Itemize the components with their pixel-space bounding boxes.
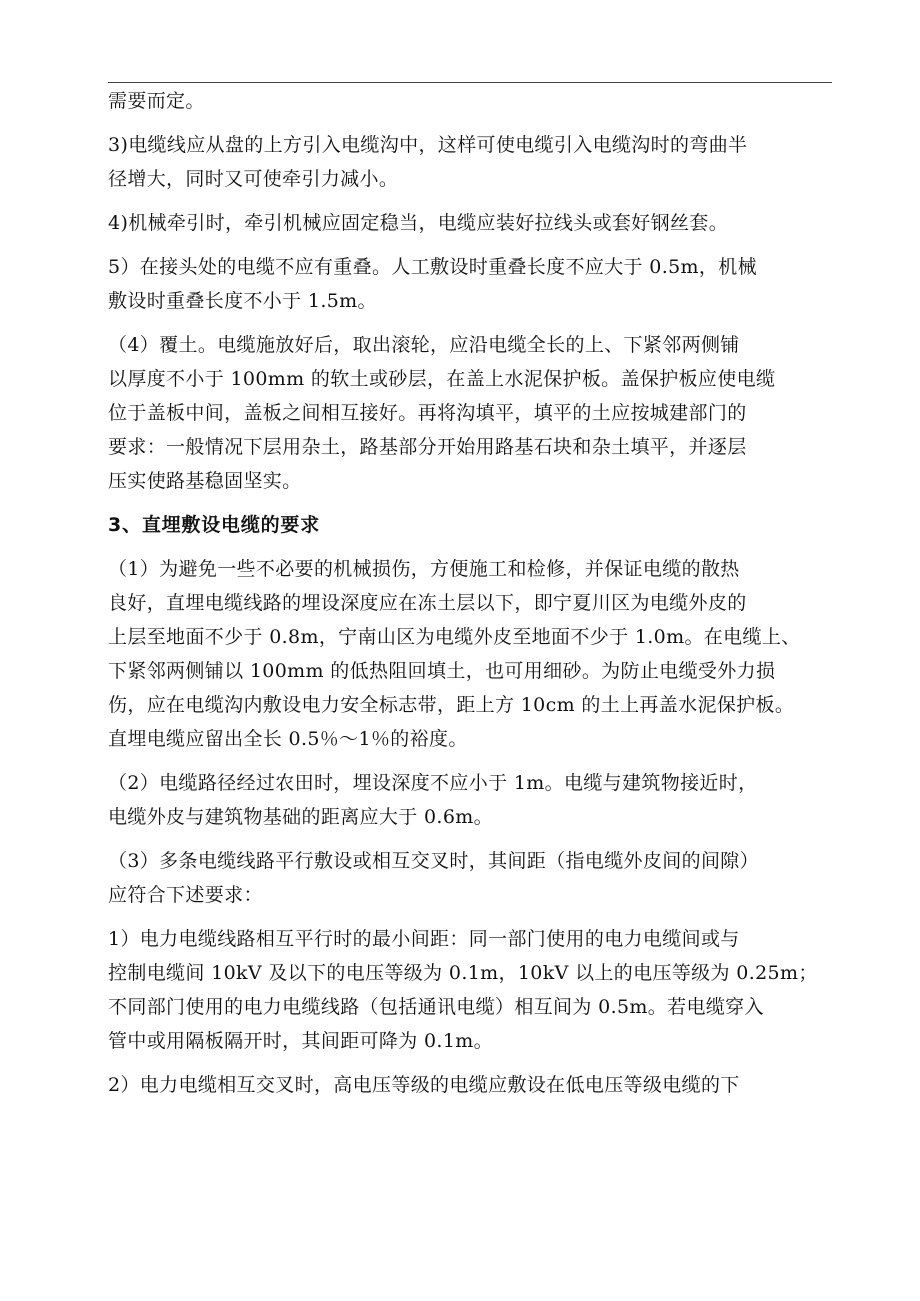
text-line: 5）在接头处的电缆不应有重叠。人工敷设时重叠长度不应大于 0.5m，机械 bbox=[108, 256, 757, 278]
text-line: 应符合下述要求： bbox=[108, 884, 263, 906]
paragraph bbox=[108, 924, 833, 1060]
section-heading bbox=[108, 510, 833, 544]
text-line: 以厚度不小于 100mm 的软土或砂层，在盖上水泥保护板。盖保护板应使电缆 bbox=[108, 368, 776, 390]
text-line: 2）电力电缆相互交叉时，高电压等级的电缆应敷设在低电压等级电缆的下 bbox=[108, 1074, 740, 1096]
paragraph bbox=[108, 846, 833, 914]
text-line: 不同部门使用的电力电缆线路（包括通讯电缆）相互间为 0.5m。若电缆穿入 bbox=[108, 996, 764, 1018]
document-body bbox=[108, 86, 833, 1104]
text-line: 3)电缆线应从盘的上方引入电缆沟中，这样可使电缆引入电缆沟时的弯曲半 bbox=[108, 134, 748, 156]
paragraph bbox=[108, 554, 833, 758]
paragraph bbox=[108, 86, 833, 120]
paragraph bbox=[108, 1070, 833, 1104]
paragraph bbox=[108, 130, 833, 198]
paragraph bbox=[108, 208, 833, 242]
heading-text: 3、直埋敷设电缆的要求 bbox=[108, 514, 321, 536]
paragraph bbox=[108, 768, 833, 836]
text-line: 良好，直埋电缆线路的埋设深度应在冻土层以下，即宁夏川区为电缆外皮的 bbox=[108, 592, 747, 614]
text-line: 电缆外皮与建筑物基础的距离应大于 0.6m。 bbox=[108, 806, 493, 828]
text-line: 伤，应在电缆沟内敷设电力安全标志带，距上方 10cm 的土上再盖水泥保护板。 bbox=[108, 694, 795, 716]
text-line: 控制电缆间 10kV 及以下的电压等级为 0.1m，10kV 以上的电压等级为 0.25m； bbox=[108, 962, 818, 984]
text-line: （3）多条电缆线路平行敷设或相互交叉时，其间距（指电缆外皮间的间隙） bbox=[108, 850, 759, 872]
text-line: （4）覆土。电缆施放好后，取出滚轮，应沿电缆全长的上、下紧邻两侧铺 bbox=[108, 334, 740, 356]
header-rule bbox=[108, 82, 832, 83]
text-line: 1）电力电缆线路相互平行时的最小间距：同一部门使用的电力电缆间或与 bbox=[108, 928, 740, 950]
paragraph bbox=[108, 252, 833, 320]
text-line: 需要而定。 bbox=[108, 90, 205, 112]
text-line: 管中或用隔板隔开时，其间距可降为 0.1m。 bbox=[108, 1030, 493, 1052]
text-line: 敷设时重叠长度不小于 1.5m。 bbox=[108, 290, 377, 312]
text-line: 4)机械牵引时，牵引机械应固定稳当，电缆应装好拉线头或套好钢丝套。 bbox=[108, 212, 729, 234]
text-line: 上层至地面不少于 0.8m，宁南山区为电缆外皮至地面不少于 1.0m。在电缆上、 bbox=[108, 626, 801, 648]
paragraph bbox=[108, 330, 833, 500]
text-line: 位于盖板中间，盖板之间相互接好。再将沟填平，填平的土应按城建部门的 bbox=[108, 402, 747, 424]
text-line: （1）为避免一些不必要的机械损伤，方便施工和检修，并保证电缆的散热 bbox=[108, 558, 740, 580]
text-line: （2）电缆路径经过农田时，埋设深度不应小于 1m。电缆与建筑物接近时， bbox=[108, 772, 758, 794]
text-line: 直埋电缆应留出全长 0.5％～1％的裕度。 bbox=[108, 728, 468, 750]
text-line: 下紧邻两侧铺以 100mm 的低热阻回填土，也可用细砂。为防止电缆受外力损 bbox=[108, 660, 776, 682]
text-line: 压实使路基稳固坚实。 bbox=[108, 470, 302, 492]
text-line: 径增大，同时又可使牵引力减小。 bbox=[108, 168, 399, 190]
text-line: 要求：一般情况下层用杂土，路基部分开始用路基石块和杂土填平，并逐层 bbox=[108, 436, 747, 458]
